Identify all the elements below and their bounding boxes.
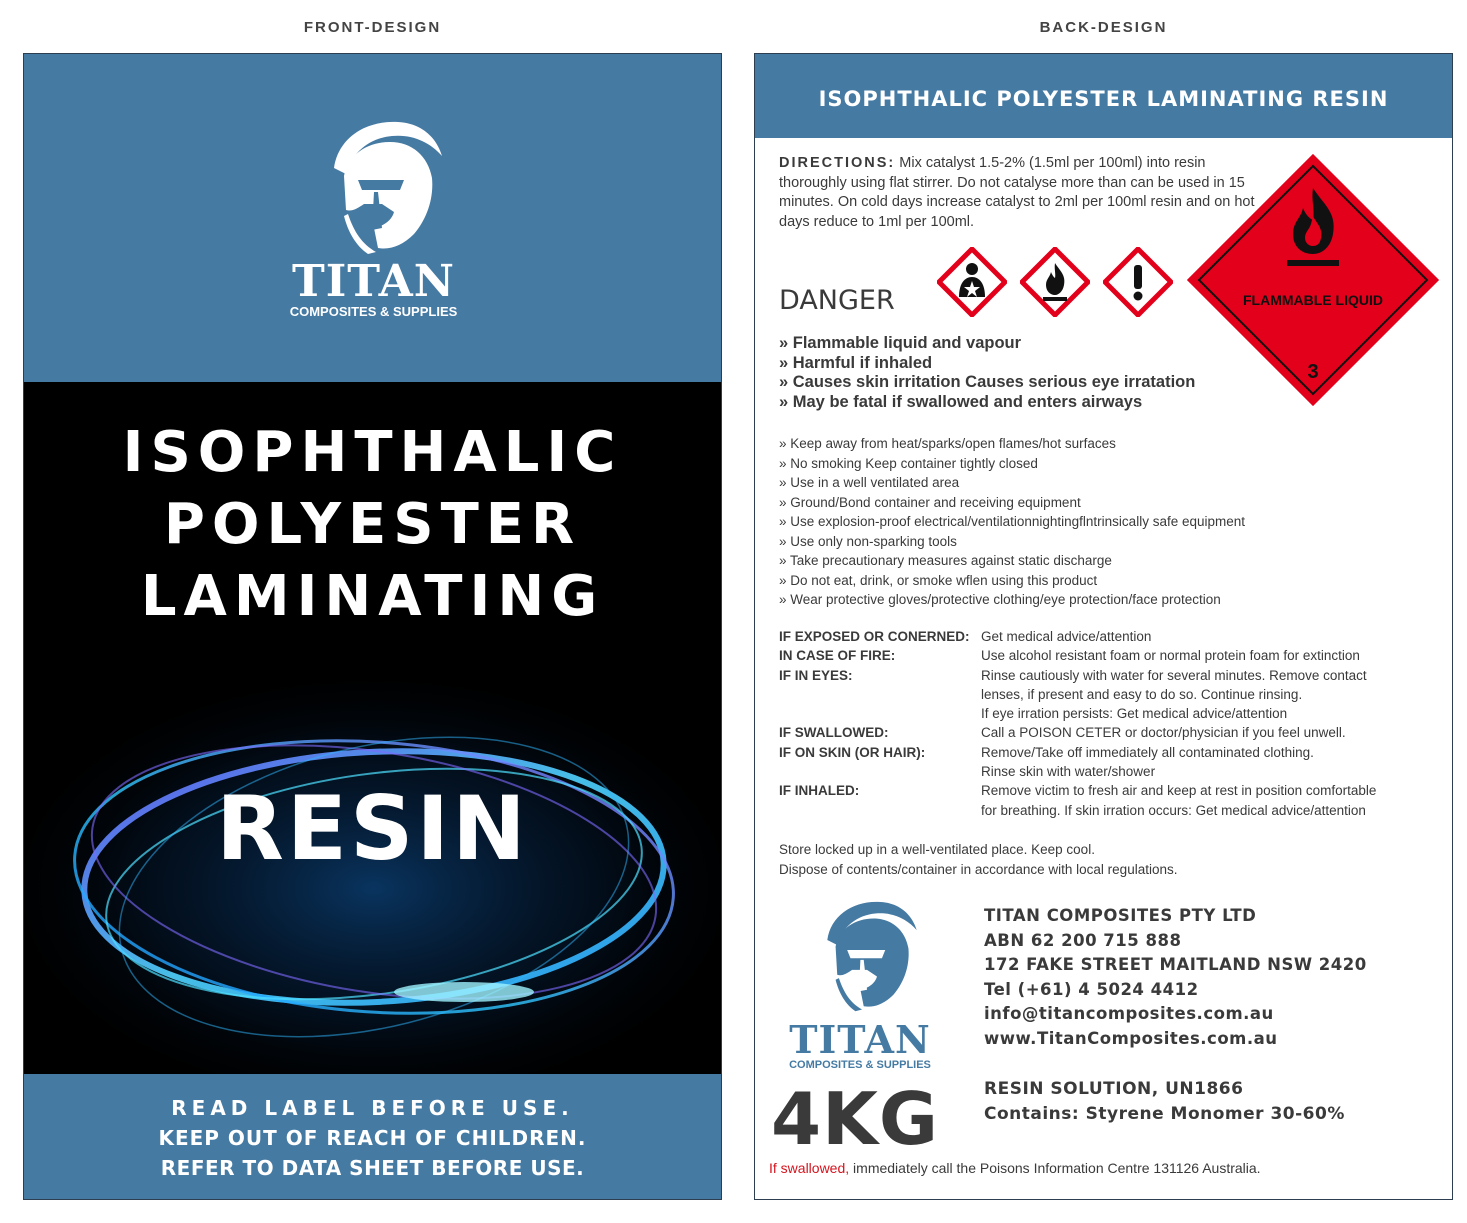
first-aid-value: Get medical advice/attention — [981, 629, 1152, 644]
precaution-item: » No smoking Keep container tightly closed — [779, 455, 1038, 471]
front-black-panel — [24, 382, 721, 1074]
storage-line: Store locked up in a well-ventilated place. Keep cool. — [779, 842, 1095, 857]
storage-instructions — [779, 840, 1177, 879]
logo-subtitle: COMPOSITES & SUPPLIES — [789, 1059, 931, 1071]
company-email: info@titancomposites.com.au — [984, 1004, 1274, 1024]
spartan-helmet-icon — [286, 116, 461, 261]
hazard-item: » Flammable liquid and vapour — [779, 334, 1022, 352]
directions-text: Mix catalyst 1.5-2% (1.5ml per 100ml) into resin thoroughly using flat stirrer. Do not catalyse more than can be used in 15 minutes. On cold days increase catalyst to 2ml per 100ml resin and on hot days reduce to 1ml per 100ml. — [779, 155, 1255, 230]
first-aid-table — [779, 627, 1431, 820]
hazard-item: » Harmful if inhaled — [779, 353, 933, 372]
first-aid-key: IF INHALED: — [779, 783, 860, 799]
directions — [779, 154, 1257, 232]
company-details — [984, 904, 1367, 1052]
first-aid-row — [779, 723, 1431, 742]
front-title-line-2: POLYESTER — [163, 492, 582, 557]
warning-line-2: KEEP OUT OF REACH OF CHILDREN. — [158, 1126, 587, 1150]
logo-name: TITAN — [789, 1017, 931, 1062]
net-weight: 4KG — [771, 1077, 939, 1161]
company-name: TITAN COMPOSITES PTY LTD — [984, 906, 1257, 925]
company-address: 172 FAKE STREET MAITLAND NSW 2420 — [984, 955, 1367, 975]
back-header: ISOPHTHALIC POLYESTER LAMINATING RESIN — [755, 54, 1452, 138]
precaution-item: » Use in a well ventilated area — [779, 475, 960, 490]
hazard-item: » Causes skin irritation Causes serious eye irratation — [779, 373, 1196, 391]
warning-line-3: REFER TO DATA SHEET BEFORE USE. — [160, 1156, 585, 1180]
titan-logo-back — [785, 897, 935, 1072]
product-name: RESIN — [216, 777, 529, 880]
precaution-item: » Use only non-sparking tools — [779, 533, 957, 549]
solution-un: RESIN SOLUTION, UN1866 — [984, 1079, 1244, 1099]
signal-word: DANGER — [779, 285, 895, 316]
poison-info — [769, 1160, 1261, 1176]
first-aid-row — [779, 646, 1431, 665]
front-warning-band — [24, 1074, 721, 1200]
spartan-helmet-icon — [785, 897, 935, 1017]
first-aid-row — [779, 743, 1431, 782]
placard-label: FLAMMABLE LIQUID — [1243, 292, 1383, 308]
first-aid-key: IN CASE OF FIRE: — [779, 648, 896, 664]
exclamation-icon — [1103, 247, 1173, 317]
poison-warning-red: If swallowed, — [769, 1160, 850, 1176]
front-title-line-1: ISOPHTHALIC — [122, 420, 623, 485]
company-phone: Tel (+61) 4 5024 4412 — [984, 979, 1199, 999]
precaution-item: » Take precautionary measures against static discharge — [779, 553, 1112, 568]
precaution-item: » Use explosion-proof electrical/ventilationnightingflntrinsically safe equipment — [779, 514, 1246, 529]
company-abn: ABN 62 200 715 888 — [984, 930, 1182, 950]
first-aid-value: Remove/Take off immediately all contaminated clothing. Rinse skin with water/shower — [981, 744, 1314, 780]
first-aid-value: Use alcohol resistant foam or normal protein foam for extinction — [981, 648, 1360, 664]
flame-icon — [1020, 247, 1090, 317]
back-design-caption: BACK-DESIGN — [1039, 19, 1168, 36]
first-aid-row — [779, 666, 1431, 724]
directions-label: DIRECTIONS: — [779, 155, 896, 171]
hazard-item: » May be fatal if swallowed and enters airways — [779, 392, 1143, 411]
front-label — [23, 53, 722, 1200]
placard-class: 3 — [1307, 361, 1319, 383]
first-aid-value: Rinse cautiously with water for several minutes. Remove contact lenses, if present and easy to do so. Continue rinsing. If eye irration persists: Get medical advice/attention — [981, 667, 1367, 722]
first-aid-key: IF ON SKIN (OR HAIR): — [779, 744, 926, 760]
precautionary-statements — [779, 434, 1245, 610]
flammable-liquid-placard — [1187, 154, 1439, 406]
first-aid-row — [779, 781, 1431, 820]
precaution-item: » Wear protective gloves/protective clothing/eye protection/face protection — [779, 592, 1221, 607]
first-aid-key: IF IN EYES: — [779, 667, 853, 683]
company-website: www.TitanComposites.com.au — [984, 1028, 1278, 1048]
titan-logo — [286, 116, 461, 320]
first-aid-key: IF EXPOSED OR CONERNED: — [779, 629, 970, 644]
front-title-line-3: LAMINATING — [140, 564, 605, 629]
hazard-statements — [779, 334, 1195, 412]
precaution-item: » Do not eat, drink, or smoke wflen using this product — [779, 572, 1098, 588]
poison-warning-text: immediately call the Poisons Information Centre 131126 Australia. — [849, 1160, 1261, 1176]
front-design-caption: FRONT-DESIGN — [303, 19, 442, 36]
solution-contains: Contains: Styrene Monomer 30-60% — [984, 1104, 1345, 1124]
solution-info — [984, 1077, 1345, 1127]
precaution-item: » Keep away from heat/sparks/open flames/hot surfaces — [779, 436, 1116, 451]
logo-subtitle: COMPOSITES & SUPPLIES — [289, 304, 458, 319]
front-top-band — [24, 54, 721, 382]
health-hazard-icon — [937, 247, 1007, 317]
first-aid-value: Call a POISON CETER or doctor/physician if you feel unwell. — [981, 725, 1346, 741]
precaution-item: » Ground/Bond container and receiving equipment — [779, 494, 1081, 510]
first-aid-key: IF SWALLOWED: — [779, 725, 889, 741]
warning-line-1: READ LABEL BEFORE USE. — [171, 1096, 574, 1120]
first-aid-value: Remove victim to fresh air and keep at rest in position comfortable for breathing. If skin irration occurs: Get medical advice/attention — [981, 783, 1377, 818]
logo-name: TITAN — [291, 256, 456, 307]
back-label — [754, 53, 1453, 1200]
storage-line: Dispose of contents/container in accordance with local regulations. — [779, 861, 1178, 877]
first-aid-row — [779, 627, 1431, 646]
